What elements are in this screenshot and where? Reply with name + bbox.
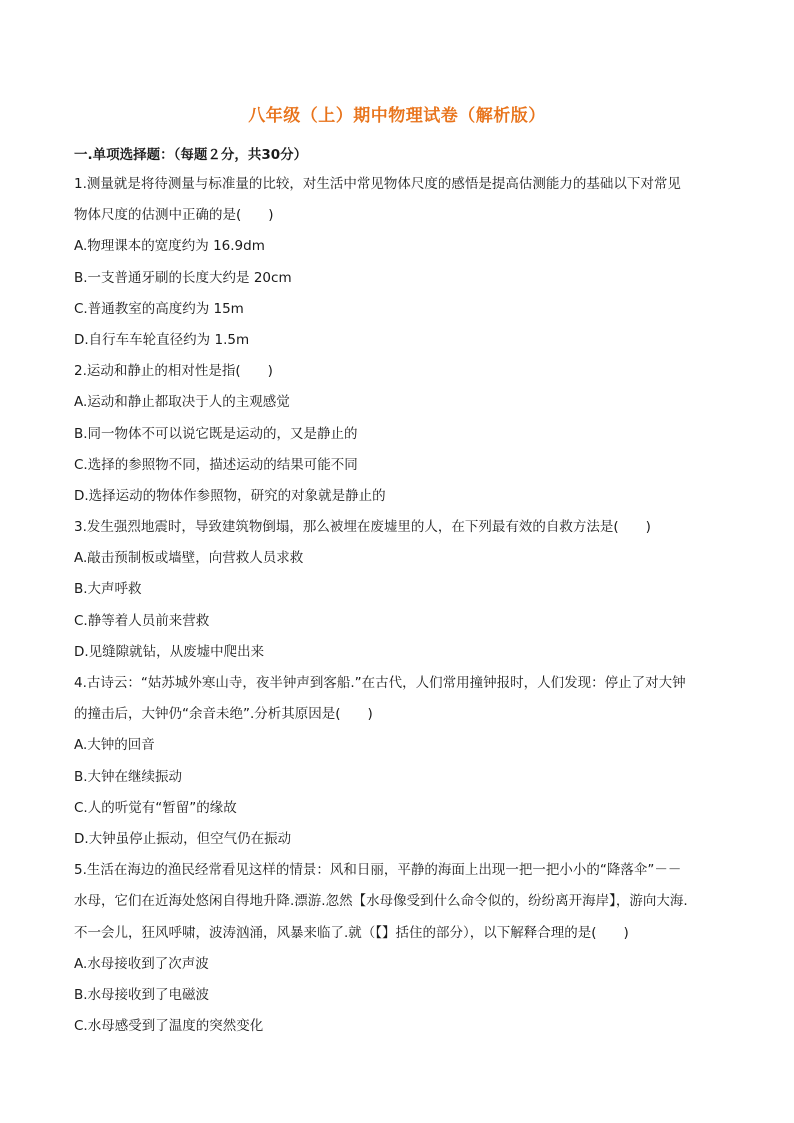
question-3 — [74, 517, 724, 673]
question-text: 1.测量就是将待测量与标准量的比较，对生活中常见物体尺度的感悟是提高估测能力的基础以下对常见 — [74, 176, 681, 192]
option-d: D.选择运动的物体作参照物，研究的对象就是静止的 — [74, 487, 386, 504]
question-text: 2.运动和静止的相对性是指( ) — [74, 363, 273, 380]
option-b: B.同一物体不可以说它既是运动的，又是静止的 — [74, 425, 358, 442]
question-text: 5.生活在海边的渔民经常看见这样的情景：风和日丽，平静的海面上出现一把一把小小的“降落伞”－－ — [74, 862, 682, 879]
option-b: B.水母接收到了电磁波 — [74, 986, 210, 1003]
question-text: 水母，它们在近海处悠闲自得地升降.漂游.忽然【水母像受到什么命令似的，纷纷离开海岸】，游向大海. — [74, 893, 688, 910]
question-text: 物体尺度的估测中正确的是( ) — [74, 207, 274, 224]
question-5 — [74, 860, 724, 1047]
option-c: C.人的听觉有“暂留”的缘故 — [74, 799, 237, 816]
option-d: D.见缝隙就钻，从废墟中爬出来 — [74, 643, 265, 660]
option-d: D.自行车车轮直径约为 1.5m — [74, 331, 250, 348]
question-2 — [74, 361, 724, 517]
question-text: 的撞击后，大钟仍“余音未绝”.分析其原因是( ) — [74, 706, 373, 723]
option-b: B.一支普通牙刷的长度大约是 20cm — [74, 269, 292, 286]
question-1 — [74, 174, 724, 361]
option-a: A.敲击预制板或墙壁，向营救人员求救 — [74, 550, 304, 567]
option-c: C.普通教室的高度约为 15m — [74, 300, 244, 317]
option-b: B.大钟在继续振动 — [74, 768, 183, 785]
question-4 — [74, 673, 724, 860]
option-a: A.大钟的回音 — [74, 737, 155, 754]
option-b: B.大声呼救 — [74, 581, 142, 598]
question-text: 不一会儿，狂风呼啸，波涛汹涌，风暴来临了.就（【】括住的部分），以下解释合理的是( ) — [74, 924, 629, 941]
page-title: 八年级（上）期中物理试卷（解析版） — [248, 106, 546, 126]
option-a: A.物理课本的宽度约为 16.9dm — [74, 238, 265, 255]
option-a: A.水母接收到了次声波 — [74, 955, 209, 972]
question-text: 4.古诗云：“姑苏城外寒山寺，夜半钟声到客船.”在古代，人们常用撞钟报时，人们发现：停止了对大钟 — [74, 675, 686, 691]
option-d: D.大钟虽停止振动，但空气仍在振动 — [74, 830, 292, 847]
option-c: C.选择的参照物不同，描述运动的结果可能不同 — [74, 456, 358, 473]
option-a: A.运动和静止都取决于人的主观感觉 — [74, 394, 290, 411]
question-list — [74, 174, 724, 1047]
section-heading: 一.单项选择题：（每题２分，共30分） — [74, 147, 308, 163]
option-c: C.静等着人员前来营救 — [74, 612, 210, 629]
option-c: C.水母感受到了温度的突然变化 — [74, 1018, 264, 1035]
question-text: 3.发生强烈地震时，导致建筑物倒塌，那么被埋在废墟里的人，在下列最有效的自救方法是( ) — [74, 519, 651, 536]
